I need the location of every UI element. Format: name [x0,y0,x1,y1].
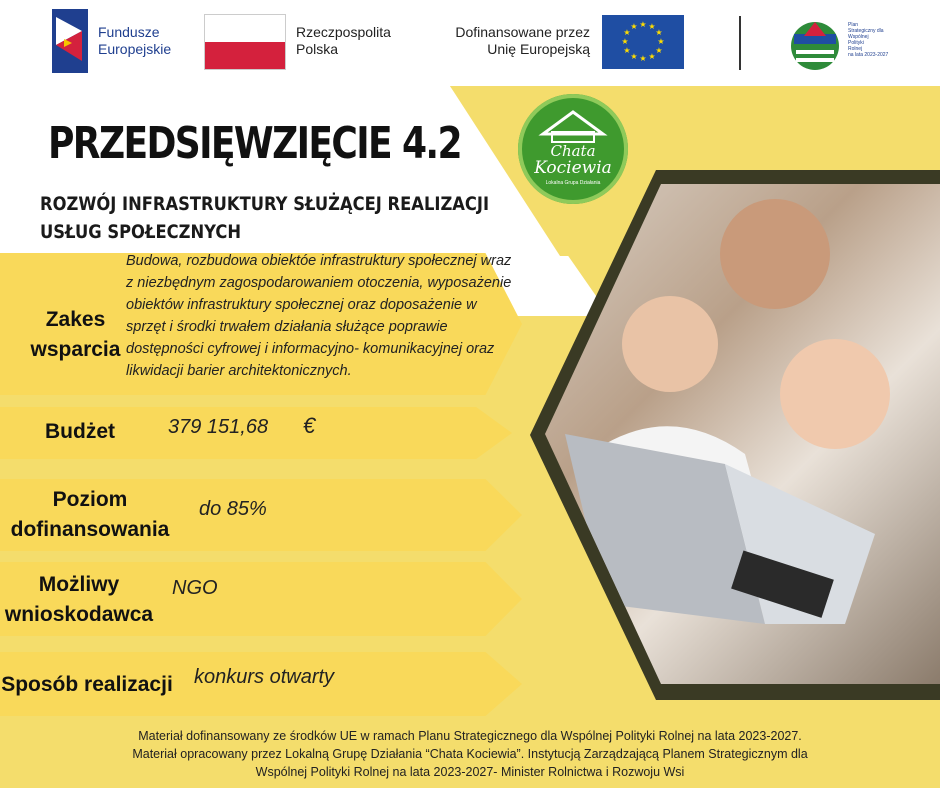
plan-strategiczny-logo-icon [786,16,844,72]
svg-text:★: ★ [623,46,631,55]
svg-text:★: ★ [630,52,638,61]
row-poziom-value: do 85% [199,498,267,520]
svg-text:★: ★ [630,22,638,31]
row-zakres-value: Budowa, rozbudowa obiektóe infrastruktury społecznej wraz z niezbędnym zagospodarowaniem otoczenia, wyposażenie obiektów infrastruktury społecznej oraz doposażenie w sprzęt i środki trwałem działania służące poprawie dostępności cyfrowej i informacyjno- komunikacyjnej oraz likwidacji barier architektonicznych. [126,253,512,379]
badge-line3: Lokalna Grupa Działania [545,180,601,186]
svg-text:★: ★ [657,37,665,46]
row-wnioskodawca-value: NGO [172,577,218,599]
svg-text:★: ★ [639,54,647,63]
fundusze-europejskie-logo-icon [52,9,88,73]
logo-divider [739,16,741,70]
rp-text: Rzeczpospolita Polska [296,24,391,57]
svg-text:★: ★ [623,28,631,37]
row-budzet-label: Budżet [45,420,115,443]
svg-text:★: ★ [655,28,663,37]
logo-bar [0,0,940,86]
badge-line1: Chata [550,142,596,160]
svg-text:★: ★ [639,20,647,29]
badge-line2: Kociewia [534,158,612,178]
svg-text:★: ★ [648,52,656,61]
fe-text: Fundusze Europejskie [98,24,172,57]
row-budzet-value: 379 151,68 [168,416,269,438]
plan-text: Plan Strategiczny dla Wspólnej Polityki Rolnej na lata 2023-2027 [848,22,889,58]
row-zakres-label: Zakes wsparcia [30,308,121,361]
house-icon [538,104,608,144]
chata-kociewia-badge [518,94,628,204]
svg-text:★: ★ [655,46,663,55]
row-sposob-label: Sposób realizacji [1,673,173,696]
page-title: PRZEDSIĘWZIĘCIE 4.2 [48,118,461,169]
row-budzet-currency: € [303,413,316,438]
footer-note: Materiał dofinansowany ze środków UE w ramach Planu Strategicznego dla Wspólnej Polityki Rolnej na lata 2023-2027. Materiał opracowany przez Lokalną Grupę Działania “Chata Kociewia”. Instytucją Zarządzającą Planem Strategicznym dla Wspólnej Polityki Rolnej na lata 2023-2027- Minister Rolnictwa i Rozwoju Wsi [132,729,808,779]
page-subtitle: ROZWÓJ INFRASTRUKTURY SŁUŻĄCEJ REALIZACJI USŁUG SPOŁECZNYCH [40,193,490,243]
polish-flag-icon [204,14,286,70]
svg-text:★: ★ [648,22,656,31]
eu-flag-icon [602,15,684,69]
row-sposob-value: konkurs otwarty [194,666,335,688]
svg-text:★: ★ [621,37,629,46]
eu-text: Dofinansowane przez Unię Europejską [455,24,590,57]
row-wnioskodawca-label: Możliwy wnioskodawca [4,573,154,626]
row-poziom-label: Poziom dofinansowania [10,488,170,541]
